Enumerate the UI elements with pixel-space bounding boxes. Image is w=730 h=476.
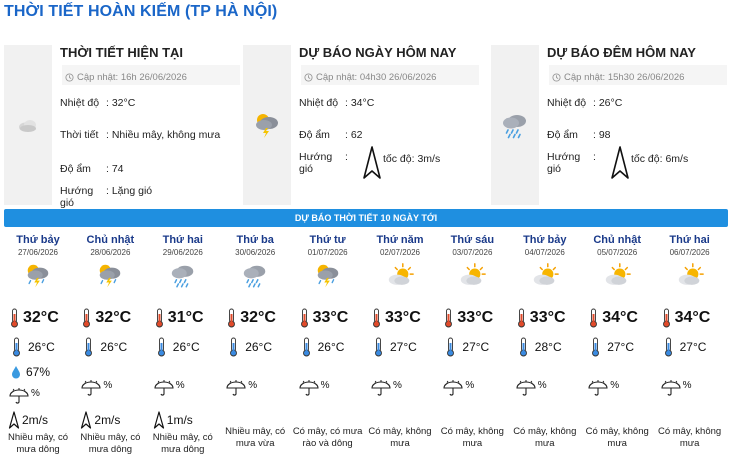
forecast-day — [292, 230, 364, 476]
sun-cloud-icon — [531, 262, 559, 295]
weather-description: Nhiều mây, có mưa dông — [152, 432, 213, 455]
today-forecast-card: DỰ BÁO NGÀY HÔM NAY Cập nhật: 04h30 26/06/2026 Nhiệt độ : 34°C Độ ẩm : 62 Hướng gió : tốc độ: 3m/s — [243, 45, 479, 205]
thermometer-icon — [157, 337, 166, 357]
weather-description: Nhiều mây, có mưa dông — [7, 432, 68, 455]
page-title: THỜI TIẾT HOÀN KIẾM (TP HÀ NỘI) — [4, 3, 278, 20]
day-name: Thứ bảy — [16, 234, 60, 246]
min-temperature: 26°C — [84, 337, 127, 357]
umbrella-rain-icon — [515, 380, 537, 397]
max-temperature: 33°C — [517, 308, 566, 328]
thermometer-icon — [302, 337, 311, 357]
rain-chance: % — [442, 380, 474, 397]
min-temperature: 28°C — [519, 337, 562, 357]
day-name: Thứ hai — [669, 234, 710, 246]
umbrella-rain-icon — [442, 380, 464, 397]
rain-chance: % — [8, 388, 40, 405]
sun-cloud-icon — [676, 262, 704, 295]
day-date: 06/07/2026 — [669, 248, 710, 257]
min-temperature: 27°C — [446, 337, 489, 357]
day-date: 30/06/2026 — [235, 248, 276, 257]
thermometer-icon — [591, 337, 600, 357]
min-temperature: 26°C — [302, 337, 345, 357]
min-temperature: 26°C — [12, 337, 55, 357]
forecast-day — [219, 230, 291, 476]
current-weather-card: THỜI TIẾT HIỆN TẠI Cập nhật: 16h 26/06/2026 Nhiệt độ : 32°C Thời tiết : Nhiều mây, không mưa Độ ẩm : 74 Hướng gió : Lặng gió — [4, 45, 240, 205]
thermometer-icon — [300, 308, 309, 328]
rain-chance: % — [370, 380, 402, 397]
rain-cloud-icon — [241, 262, 269, 295]
thunderstorm-icon — [314, 262, 342, 295]
rain-chance: % — [225, 380, 257, 397]
wind-direction-icon — [609, 145, 631, 181]
clock-icon — [552, 73, 561, 82]
thermometer-icon — [227, 308, 236, 328]
weather-description: Có mây, không mưa — [368, 426, 432, 449]
forecast-day — [581, 230, 653, 476]
humidity: 67% — [10, 365, 50, 379]
thermometer-icon — [12, 337, 21, 357]
update-time: Cập nhật: 16h 26/06/2026 — [62, 65, 240, 85]
max-temperature: 32°C — [82, 308, 131, 328]
update-time: Cập nhật: 04h30 26/06/2026 — [301, 65, 479, 85]
weather-description: Nhiều mây, có mưa dông — [80, 432, 141, 455]
wind-speed: 1m/s — [153, 411, 193, 429]
thermometer-icon — [664, 337, 673, 357]
rain-chance: % — [80, 380, 112, 397]
weather-description: Có mây, không mưa — [440, 426, 504, 449]
day-date: 03/07/2026 — [452, 248, 493, 257]
weather-description: Có mây, không mưa — [585, 426, 649, 449]
umbrella-rain-icon — [8, 388, 30, 405]
wind-speed: 2m/s — [8, 411, 48, 429]
rain-chance: % — [153, 380, 185, 397]
min-temperature: 26°C — [229, 337, 272, 357]
weather-description: Có mây, có mưa rào và dông — [292, 426, 363, 449]
sun-cloud-icon — [603, 262, 631, 295]
forecast-day — [364, 230, 436, 476]
thermometer-icon — [517, 308, 526, 328]
rain-cloud-icon — [169, 262, 197, 295]
cloudy-icon — [4, 45, 52, 205]
day-name: Thứ bảy — [523, 234, 567, 246]
sun-cloud-icon — [458, 262, 486, 295]
humidity-drop-icon — [10, 365, 22, 379]
umbrella-rain-icon — [153, 380, 175, 397]
wind-speed: 2m/s — [80, 411, 120, 429]
thermometer-icon — [82, 308, 91, 328]
update-time: Cập nhật: 15h30 26/06/2026 — [549, 65, 727, 85]
forecast-day — [74, 230, 146, 476]
day-date: 05/07/2026 — [597, 248, 638, 257]
umbrella-rain-icon — [80, 380, 102, 397]
day-name: Chủ nhật — [593, 234, 642, 246]
max-temperature: 33°C — [372, 308, 421, 328]
sun-cloud-icon — [386, 262, 414, 295]
thermometer-icon — [155, 308, 164, 328]
rain-chance: % — [660, 380, 692, 397]
min-temperature: 27°C — [664, 337, 707, 357]
umbrella-rain-icon — [660, 380, 682, 397]
thermometer-icon — [446, 337, 455, 357]
max-temperature: 31°C — [155, 308, 204, 328]
day-name: Thứ hai — [162, 234, 203, 246]
clock-icon — [304, 73, 313, 82]
day-name: Thứ ba — [236, 234, 274, 246]
forecast-day — [147, 230, 219, 476]
min-temperature: 27°C — [374, 337, 417, 357]
day-date: 27/06/2026 — [17, 248, 59, 257]
forecast-day — [654, 230, 726, 476]
wind-direction-icon — [80, 411, 92, 429]
min-temperature: 27°C — [591, 337, 634, 357]
day-name: Thứ tư — [309, 234, 346, 246]
thermometer-icon — [589, 308, 598, 328]
umbrella-rain-icon — [587, 380, 609, 397]
max-temperature: 32°C — [227, 308, 276, 328]
max-temperature: 32°C — [10, 308, 59, 328]
wind-direction-icon — [8, 411, 20, 429]
rain-chance: % — [515, 380, 547, 397]
thermometer-icon — [229, 337, 238, 357]
umbrella-rain-icon — [225, 380, 247, 397]
rain-cloud-icon — [491, 45, 539, 205]
day-name: Thứ năm — [376, 234, 424, 246]
min-temperature: 26°C — [157, 337, 200, 357]
forecast-day — [2, 230, 74, 476]
thermometer-icon — [372, 308, 381, 328]
weather-description: Nhiều mây, có mưa vừa — [225, 426, 286, 449]
thunderstorm-icon — [96, 262, 124, 295]
day-date: 28/06/2026 — [90, 248, 131, 257]
day-date: 02/07/2026 — [379, 248, 421, 257]
card-title: DỰ BÁO NGÀY HÔM NAY — [299, 45, 457, 60]
max-temperature: 33°C — [444, 308, 493, 328]
wind-direction-icon — [153, 411, 165, 429]
wind-direction-icon — [361, 145, 383, 181]
forecast-banner: DỰ BÁO THỜI TIẾT 10 NGÀY TỚI — [4, 209, 728, 227]
umbrella-rain-icon — [298, 380, 320, 397]
max-temperature: 34°C — [662, 308, 711, 328]
card-title: THỜI TIẾT HIỆN TẠI — [60, 45, 184, 60]
max-temperature: 34°C — [589, 308, 638, 328]
card-title: DỰ BÁO ĐÊM HÔM NAY — [547, 45, 696, 60]
thermometer-icon — [444, 308, 453, 328]
thunderstorm-icon — [24, 262, 52, 295]
weather-description: Có mây, không mưa — [657, 426, 722, 449]
max-temperature: 33°C — [300, 308, 349, 328]
clock-icon — [65, 73, 74, 82]
thermometer-icon — [519, 337, 528, 357]
rain-chance: % — [587, 380, 619, 397]
day-name: Thứ sáu — [450, 234, 495, 246]
thermometer-icon — [374, 337, 383, 357]
rain-chance: % — [298, 380, 330, 397]
day-name: Chủ nhật — [86, 234, 135, 246]
thermometer-icon — [662, 308, 671, 328]
forecast-day — [509, 230, 581, 476]
thermometer-icon — [10, 308, 19, 328]
day-date: 01/07/2026 — [307, 248, 348, 257]
umbrella-rain-icon — [370, 380, 392, 397]
day-date: 29/06/2026 — [162, 248, 203, 257]
thermometer-icon — [84, 337, 93, 357]
weather-description: Có mây, không mưa — [513, 426, 577, 449]
tonight-forecast-card: DỰ BÁO ĐÊM HÔM NAY Cập nhật: 15h30 26/06/2026 Nhiệt độ : 26°C Độ ẩm : 98 Hướng gió : tốc độ: 6m/s — [491, 45, 727, 205]
thunderstorm-icon — [243, 45, 291, 205]
day-date: 04/07/2026 — [524, 248, 565, 257]
forecast-day — [436, 230, 508, 476]
